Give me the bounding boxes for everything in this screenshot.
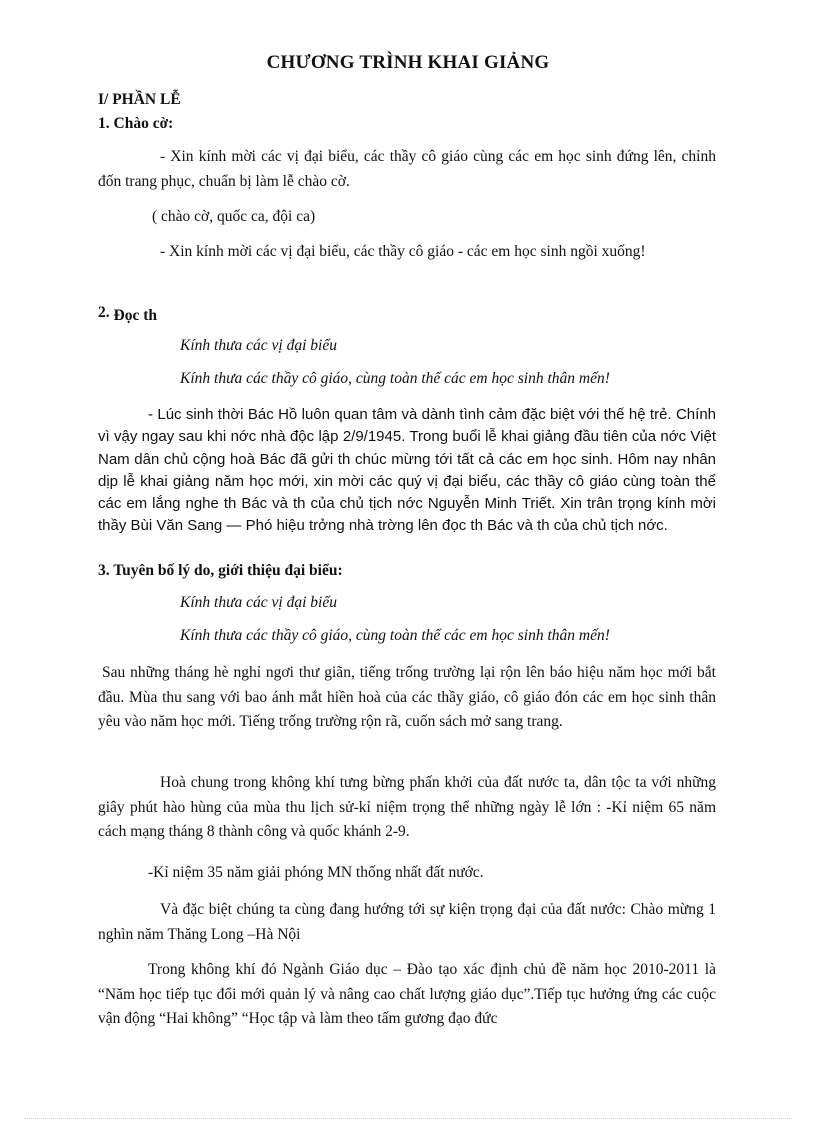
paragraph-salute-note: ( chào cờ, quốc ca, đội ca) bbox=[152, 208, 316, 225]
paragraph-salute-invite: - Xin kính mời các vị đại biểu, các thầy cô giáo cùng các em học sinh đứng lên, chỉnh đốn trang phục, chuẩn bị làm lễ chào cờ. bbox=[98, 148, 716, 190]
paragraph-celebration: Hoà chung trong không khí tưng bừng phấn khởi của đất nước ta, dân tộc ta với những giây phút hào hùng của mùa thu lịch sử-kỉ niệm trọng thể những ngày lễ lớn : -Kỉ niệm 65 năm cách mạng tháng 8 thành công và quốc khánh 2-9. bbox=[98, 774, 716, 840]
page-bottom-divider bbox=[24, 1118, 792, 1119]
paragraph-new-year: Sau những tháng hè nghỉ ngơi thư giãn, tiếng trống trường lại rộn lên báo hiệu năm học mới bắt đầu. Mùa thu sang với bao ánh mắt hiền hoà của các thầy giáo, cô giáo đón các em học sinh thân yêu vào năm học mới. Tiếng trống trường rộn rã, cuốn sách mở sang trang. bbox=[98, 664, 716, 730]
part-heading: I/ PHẦN LỄ bbox=[98, 91, 181, 108]
paragraph-education-theme: Trong không khí đó Ngành Giáo dục – Đào tạo xác định chủ đề năm học 2010-2011 là “Năm học tiếp tục đổi mới quản lý và nâng cao chất lượng giáo dục”.Tiếp tục hưởng ứng các cuộc vận động “Hai không” “Học tập và làm theo tấm gương đạo đức bbox=[98, 961, 716, 1027]
greeting-teachers: Kính thưa các thầy cô giáo, cùng toàn thể các em học sinh thân mến! bbox=[180, 370, 610, 387]
paragraph-anniversary: -Kỉ niệm 35 năm giải phóng MN thống nhất đất nước. bbox=[148, 864, 484, 881]
greeting-guests: Kính thưa các vị đại biểu bbox=[180, 337, 337, 354]
paragraph-salute-sit: - Xin kính mời các vị đại biểu, các thầy cô giáo - các em học sinh ngồi xuống! bbox=[160, 243, 646, 260]
section-heading-letter bbox=[98, 304, 157, 325]
section-number: 2. bbox=[98, 304, 110, 321]
paragraph-thang-long: Và đặc biệt chúng ta cùng đang hướng tới sự kiện trọng đại của đất nước: Chào mừng 1 nghìn năm Thăng Long –Hà Nội bbox=[98, 901, 716, 943]
greeting-guests-2: Kính thưa các vị đại biểu bbox=[180, 594, 337, 611]
section-title: Đọc th bbox=[113, 307, 157, 324]
section-heading-salute: 1. Chào cờ: bbox=[98, 115, 174, 132]
section-heading-reason: 3. Tuyên bố lý do, giới thiệu đại biểu: bbox=[98, 562, 343, 579]
greeting-teachers-2: Kính thưa các thầy cô giáo, cùng toàn thể các em học sinh thân mến! bbox=[180, 627, 610, 644]
paragraph-letter-intro: - Lúc sinh thời Bác Hồ luôn quan tâm và dành tình cảm đặc biệt với thế hệ trẻ. Chính vì vậy ngay sau khi nớc nhà độc lập 2/9/1945. Trong buổi lễ khai giảng đầu tiên của nớc Việt Nam dân chủ cộng hoà Bác đã gửi th chúc mừng tới tất cả các em học sinh. Hôm nay nhân dịp lễ khai giảng năm học mới, xin mời các quý vị đại biểu, các thầy cô giáo cùng toàn thể các em lắng nghe th Bác và th của chủ tịch nớc Nguyễn Minh Triết. Xin trân trọng kính mời thầy Bùi Văn Sang — Phó hiệu trởng nhà trờng lên đọc th Bác và th của chủ tịch nớc. bbox=[98, 406, 716, 535]
page-title: CHƯƠNG TRÌNH KHAI GIẢNG bbox=[266, 52, 550, 73]
